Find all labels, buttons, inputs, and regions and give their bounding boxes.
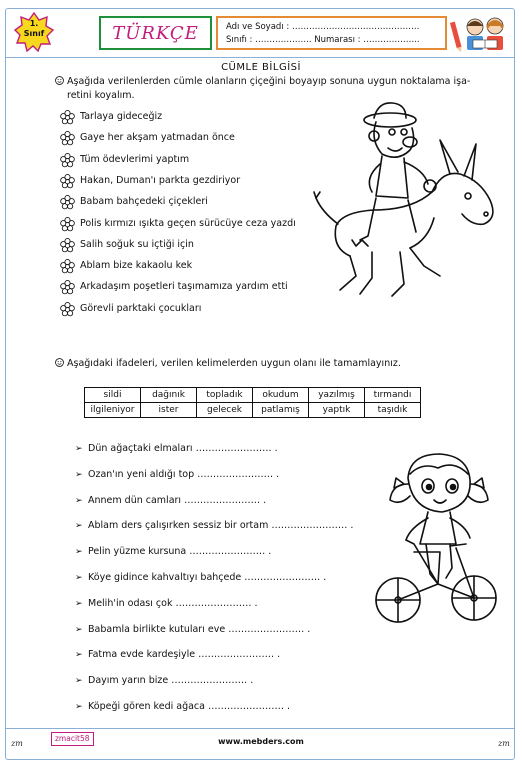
fill-in-item[interactable]: Köye gidince kahvaltıyı bahçede …………………… . xyxy=(88,572,327,583)
footer-divider xyxy=(5,728,515,729)
flower-icon[interactable] xyxy=(60,153,75,168)
header-divider xyxy=(5,57,515,58)
word-bank-cell: tırmandı xyxy=(365,388,421,403)
word-bank-cell: yaptık xyxy=(309,403,365,418)
boy-riding-donkey-icon xyxy=(312,100,510,300)
arrow-bullet-icon: ➢ xyxy=(75,573,83,583)
flower-icon[interactable] xyxy=(60,238,75,253)
word-bank-row xyxy=(85,388,421,403)
sentence-item: Salih soğuk su içtiği için xyxy=(80,238,194,250)
flower-icon[interactable] xyxy=(60,174,75,189)
fill-in-item[interactable]: Dün ağaçtaki elmaları …………………… . xyxy=(88,443,278,454)
arrow-bullet-icon: ➢ xyxy=(75,676,83,687)
sentence-item: Görevli parktaki çocukları xyxy=(80,302,202,314)
corner-logo-left: zm xyxy=(11,739,23,748)
word-bank-cell: okudum xyxy=(253,388,309,403)
sentence-item: Ablam bize kakaolu kek xyxy=(80,260,193,272)
arrow-bullet-icon: ➢ xyxy=(75,624,83,635)
flower-icon[interactable] xyxy=(60,110,75,125)
sentence-item: Tüm ödevlerimi yaptım xyxy=(80,153,190,165)
fill-in-item[interactable]: Fatma evde kardeşiyle …………………… . xyxy=(88,649,281,661)
word-bank-cell: ilgileniyor xyxy=(85,403,141,418)
flower-icon[interactable] xyxy=(60,259,75,274)
sentence-item: Babam bahçedeki çiçekleri xyxy=(80,196,208,208)
fill-in-item[interactable]: Ablam ders çalışırken sessiz bir ortam …………………… . xyxy=(88,520,354,532)
sentence-item: Gaye her akşam yatmadan önce xyxy=(80,132,235,144)
subject-title: TÜRKÇE xyxy=(112,22,199,44)
section-title: CÜMLE BİLGİSİ xyxy=(221,62,301,73)
fill-in-item[interactable]: Köpeği gören kedi ağaca …………………… . xyxy=(88,701,291,712)
fill-in-item[interactable]: Ozan'ın yeni aldığı top …………………… . xyxy=(88,468,280,480)
word-bank-row xyxy=(85,403,421,418)
flower-icon[interactable] xyxy=(60,217,75,232)
author-tag: zmacit58 xyxy=(51,732,94,746)
sentence-item: Tarlaya gideceğiz xyxy=(80,111,163,122)
word-bank-cell: gelecek xyxy=(197,403,253,418)
smiley-icon xyxy=(55,76,64,85)
part1-instruction: Aşağıda verilenlerden cümle olanların çiçeğini boyayıp sonuna uygun noktalama işa- retini koyalım. xyxy=(55,75,510,103)
fill-in-item[interactable]: Babamla birlikte kutuları eve …………………… . xyxy=(88,623,311,635)
sentence-item: Arkadaşım poşetleri taşımamıza yardım etti xyxy=(80,281,288,293)
girl-riding-bicycle-icon xyxy=(370,448,502,633)
footer-url[interactable]: www.mebders.com xyxy=(218,737,304,746)
word-bank-cell: yazılmış xyxy=(309,388,365,403)
flower-icon[interactable] xyxy=(60,131,75,146)
fill-in-item[interactable]: Melih'in odası çok …………………… . xyxy=(88,597,258,609)
word-bank-table xyxy=(84,387,421,418)
fill-in-item[interactable]: Annem dün camları …………………… . xyxy=(88,494,267,506)
arrow-bullet-icon: ➢ xyxy=(75,521,83,532)
children-reading-icon xyxy=(447,14,513,54)
student-info-box xyxy=(216,16,447,50)
grade-label: 1. Sınıf xyxy=(23,19,45,38)
arrow-bullet-icon: ➢ xyxy=(75,547,83,558)
flower-icon[interactable] xyxy=(60,280,75,295)
arrow-bullet-icon: ➢ xyxy=(75,702,83,712)
word-bank-cell: taşıdık xyxy=(365,403,421,418)
arrow-bullet-icon: ➢ xyxy=(75,444,83,454)
word-bank-cell: topladık xyxy=(197,388,253,403)
smiley-icon xyxy=(55,358,64,367)
fill-in-item[interactable]: Dayım yarın bize …………………… . xyxy=(88,675,254,687)
word-bank-cell: sildi xyxy=(85,388,141,403)
word-bank-cell: patlamış xyxy=(253,403,309,418)
arrow-bullet-icon: ➢ xyxy=(75,495,83,506)
flower-icon[interactable] xyxy=(60,302,75,317)
arrow-bullet-icon: ➢ xyxy=(75,469,83,480)
corner-logo-right: zm xyxy=(498,739,510,748)
subject-box xyxy=(99,16,212,50)
fill-in-item[interactable]: Pelin yüzme kursuna …………………… . xyxy=(88,546,272,558)
arrow-bullet-icon: ➢ xyxy=(75,598,83,609)
student-name-field[interactable]: Adı ve Soyadı : ……………………………………… xyxy=(226,22,420,32)
sentence-item: Polis kırmızı ışıkta geçen sürücüye ceza yazdı xyxy=(80,217,296,229)
student-class-field[interactable]: Sınıfı : ……………….. Numarası : ……………….. xyxy=(226,35,420,45)
flower-icon[interactable] xyxy=(60,195,75,210)
word-bank-cell: ister xyxy=(141,403,197,418)
part2-instruction: Aşağıdaki ifadeleri, verilen kelimelerden uygun olanı ile tamamlayınız. xyxy=(55,357,401,371)
word-bank-cell: dağınık xyxy=(141,388,197,403)
arrow-bullet-icon: ➢ xyxy=(75,650,83,661)
sentence-item: Hakan, Duman'ı parkta gezdiriyor xyxy=(80,174,241,186)
